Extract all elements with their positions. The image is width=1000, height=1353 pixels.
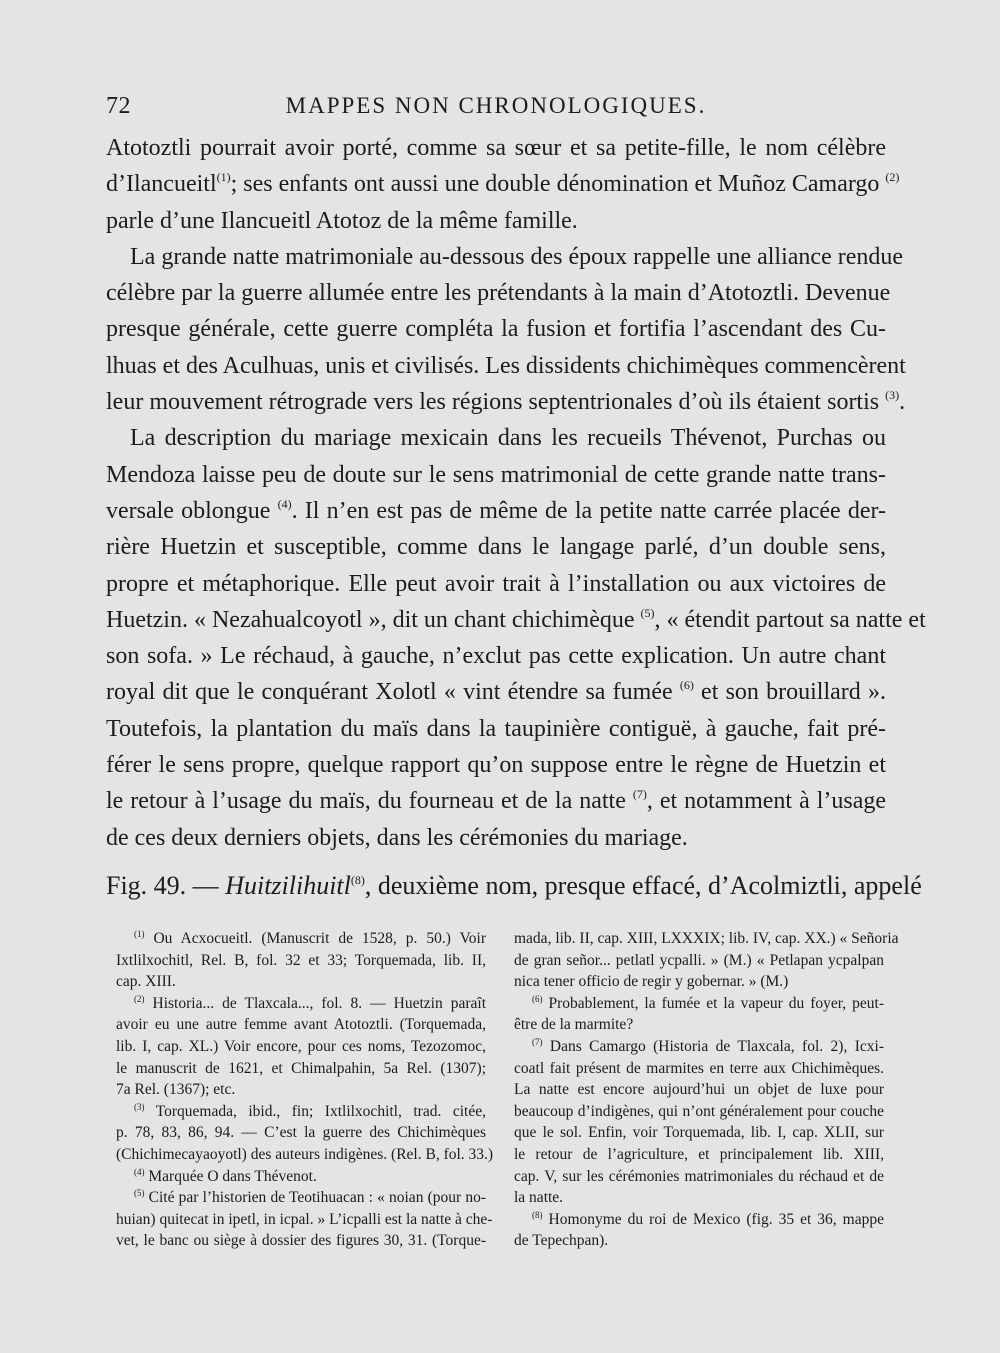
figure-heading [106,868,922,904]
text-line: rière Huetzin et susceptible, comme dans le langage parlé, d’un double sens, [106,534,886,561]
footnote-line [116,928,486,950]
text-run: Dans Camargo (Historia de Tlaxcala, fol. 2), Icxi- [542,1037,884,1055]
text-line: son sofa. » Le réchaud, à gauche, n’exclut pas cette explication. Un autre chant [106,643,886,670]
footnote-number: (5) [134,1188,145,1199]
text-run: Historia... de Tlaxcala..., fol. 8. — Huetzin paraît [144,994,486,1012]
footnote-line: lib. I, cap. XL.) Voir encore, pour ces noms, Tezozomoc, [116,1037,486,1055]
text-run: royal dit que le conquérant Xolotl « vint étendre sa fumée [106,679,673,706]
text-run: et son brouillard ». [693,679,886,706]
page-number: 72 [106,93,131,119]
footnote-ref: (5) [640,605,655,620]
text-run: Probablement, la fumée et la vapeur du foyer, peut- [542,994,884,1012]
footnote-line: coatl fait présent de marmites en terre aux Chichimèques. [514,1059,884,1077]
text-run: leur mouvement rétrograde vers les régions septentrionales d’où ils étaient sortis [106,389,880,416]
text-line: férer le sens propre, quelque rapport qu’on suppose entre le règne de Huetzin et [106,752,886,779]
text-run: d’Ilancueitl [106,171,217,198]
footnote-line: le retour de l’agriculture, et principalement lib. XIII, [514,1145,884,1163]
footnote-line: le manuscrit de 1621, et Chimalpahin, 5a Rel. (1307); [116,1059,486,1077]
text-run: . [899,389,906,416]
body-text [106,130,926,856]
text-line: parle d’une Ilancueitl Atotoz de la même famille. [106,207,578,234]
text-line [106,602,926,638]
footnote-line [116,1166,486,1188]
footnote-line: être de la marmite? [514,1016,634,1034]
text-line [106,384,906,420]
footnote-line [514,993,884,1015]
footnote-line: cap. XIII. [116,973,176,991]
footnote-line [116,1187,486,1209]
footnote-ref: (3) [885,388,900,403]
footnote-line: La natte est encore aujourd’hui un objet de luxe pour [514,1081,884,1099]
footnote-line: vet, le banc ou siège à dossier des figures 30, 31. (Torque- [116,1232,486,1250]
footnote-number: (4) [134,1166,145,1177]
text-line: Atotoztli pourrait avoir porté, comme sa sœur et sa petite-fille, le nom célèbre [106,135,886,161]
footnote-line [514,1209,884,1231]
text-line [106,166,900,202]
footnote-line [514,1036,884,1058]
footnote-line: la natte. [514,1189,564,1207]
running-title: MAPPES NON CHRONOLOGIQUES. [285,93,707,118]
text-line: de ces deux derniers objets, dans les cérémonies du mariage. [106,824,688,851]
footnote-line: (Chichimecayaoyotl) des auteurs indigènes. (Rel. B, fol. 33.) [116,1145,494,1163]
text-run: Torquemada, ibid., fin; Ixtlilxochitl, trad. citée, [144,1102,486,1120]
text-line [106,674,886,710]
text-line: Mendoza laisse peu de doute sur le sens matrimonial de cette grande natte trans- [106,461,886,488]
text-line: lhuas et des Aculhuas, unis et civilisés. Les dissidents chichimèques commencèrent [106,352,906,379]
footnote-number: (6) [532,993,543,1004]
footnote-ref: (8) [350,873,365,887]
footnote-line: que le sol. Enfin, voir Torquemada, lib. I, cap. XLII, sur [514,1124,884,1142]
text-run: versale oblongue [106,497,271,524]
footnote-line: 7a Rel. (1367); etc. [116,1081,236,1099]
text-line: La grande natte matrimoniale au-dessous des époux rappelle une alliance rendue [130,243,904,270]
text-run: Cité par l’historien de Teotihuacan : « noian (pour no- [144,1189,486,1207]
text-run: Ou Acxocueitl. (Manuscrit de 1528, p. 50.) Voir [144,930,486,947]
figure-label: Fig. 49. — [106,871,226,900]
footnote-ref: (7) [632,787,647,802]
footnote-line: p. 78, 83, 86, 94. — C’est la guerre des Chichimèques [116,1124,486,1142]
text-line: propre et métaphorique. Elle peut avoir trait à l’installation ou aux victoires de [106,570,886,597]
text-line [106,493,886,529]
footnote-ref: (2) [885,170,900,185]
text-run: ; ses enfants ont aussi une double dénomination et Muñoz Camargo [230,171,880,198]
footnote-line [116,993,486,1015]
footnote-number: (8) [532,1209,543,1220]
footnote-line: Ixtlilxochitl, Rel. B, fol. 32 et 33; Torquemada, lib. II, [116,951,486,969]
footnotes-right-column [514,928,899,1252]
footnote-line: de gran señor... petlatl ycpalli. » (M.) « Petlapan ycpalpan [514,951,884,969]
footnote-line: beaucoup d’indigènes, qui n’ont généralement pour couche [514,1102,884,1120]
footnote-line: huian) quitecat in ipetl, in icpal. » L’icpalli est la natte à che- [116,1210,493,1228]
footnote-number: (7) [532,1036,543,1047]
text-line: Toutefois, la plantation du maïs dans la taupinière contiguë, à gauche, fait pré- [106,715,886,742]
footnote-number: (2) [134,993,145,1004]
text-run: le retour à l’usage du maïs, du fourneau et de la natte [106,788,626,815]
text-run: , et notamment à l’usage [646,788,886,815]
text-run: Marquée O dans Thévenot. [144,1167,317,1185]
footnote-number: (1) [134,929,145,939]
text-run: . Il n’en est pas de même de la petite natte carrée placée der- [291,497,887,524]
footnote-ref: (4) [277,496,292,511]
running-head [106,93,886,129]
text-run: , « étendit partout sa natte et [654,606,926,633]
footnotes-left-column [116,928,494,1252]
text-line: presque générale, cette guerre compléta la fusion et fortifia l’ascendant des Cu- [106,316,886,343]
text-line [106,783,886,819]
text-run: Homonyme du roi de Mexico (fig. 35 et 36, mappe [542,1210,884,1228]
text-run: Huetzin. « Nezahualcoyotl », dit un chant chichimèque [106,606,635,633]
footnote-line: mada, lib. II, cap. XIII, LXXXIX; lib. IV, cap. XX.) « Señoria [514,930,899,947]
footnote-line: avoir eu une autre femme avant Atotoztli. (Torquemada, [116,1016,486,1034]
footnote-ref: (6) [679,678,694,693]
text-line: célèbre par la guerre allumée entre les prétendants à la main d’Atotoztli. Devenue [106,280,891,307]
footnote-number: (3) [134,1101,145,1112]
figure-caption: , deuxième nom, presque effacé, d’Acolmiztli, appelé [364,871,922,900]
text-line: La description du mariage mexicain dans les recueils Thévenot, Purchas ou [130,425,886,452]
footnote-ref: (1) [216,170,231,185]
footnote-line: cap. V, sur les cérémonies matrimoniales du réchaud et de [514,1167,884,1185]
footnote-line: de Tepechpan). [514,1232,609,1250]
figure-name: Huitzilihuitl [225,871,351,900]
footnote-line: nica tener officio de regir y gobernar. » (M.) [514,973,789,991]
footnote-line [116,1101,486,1123]
